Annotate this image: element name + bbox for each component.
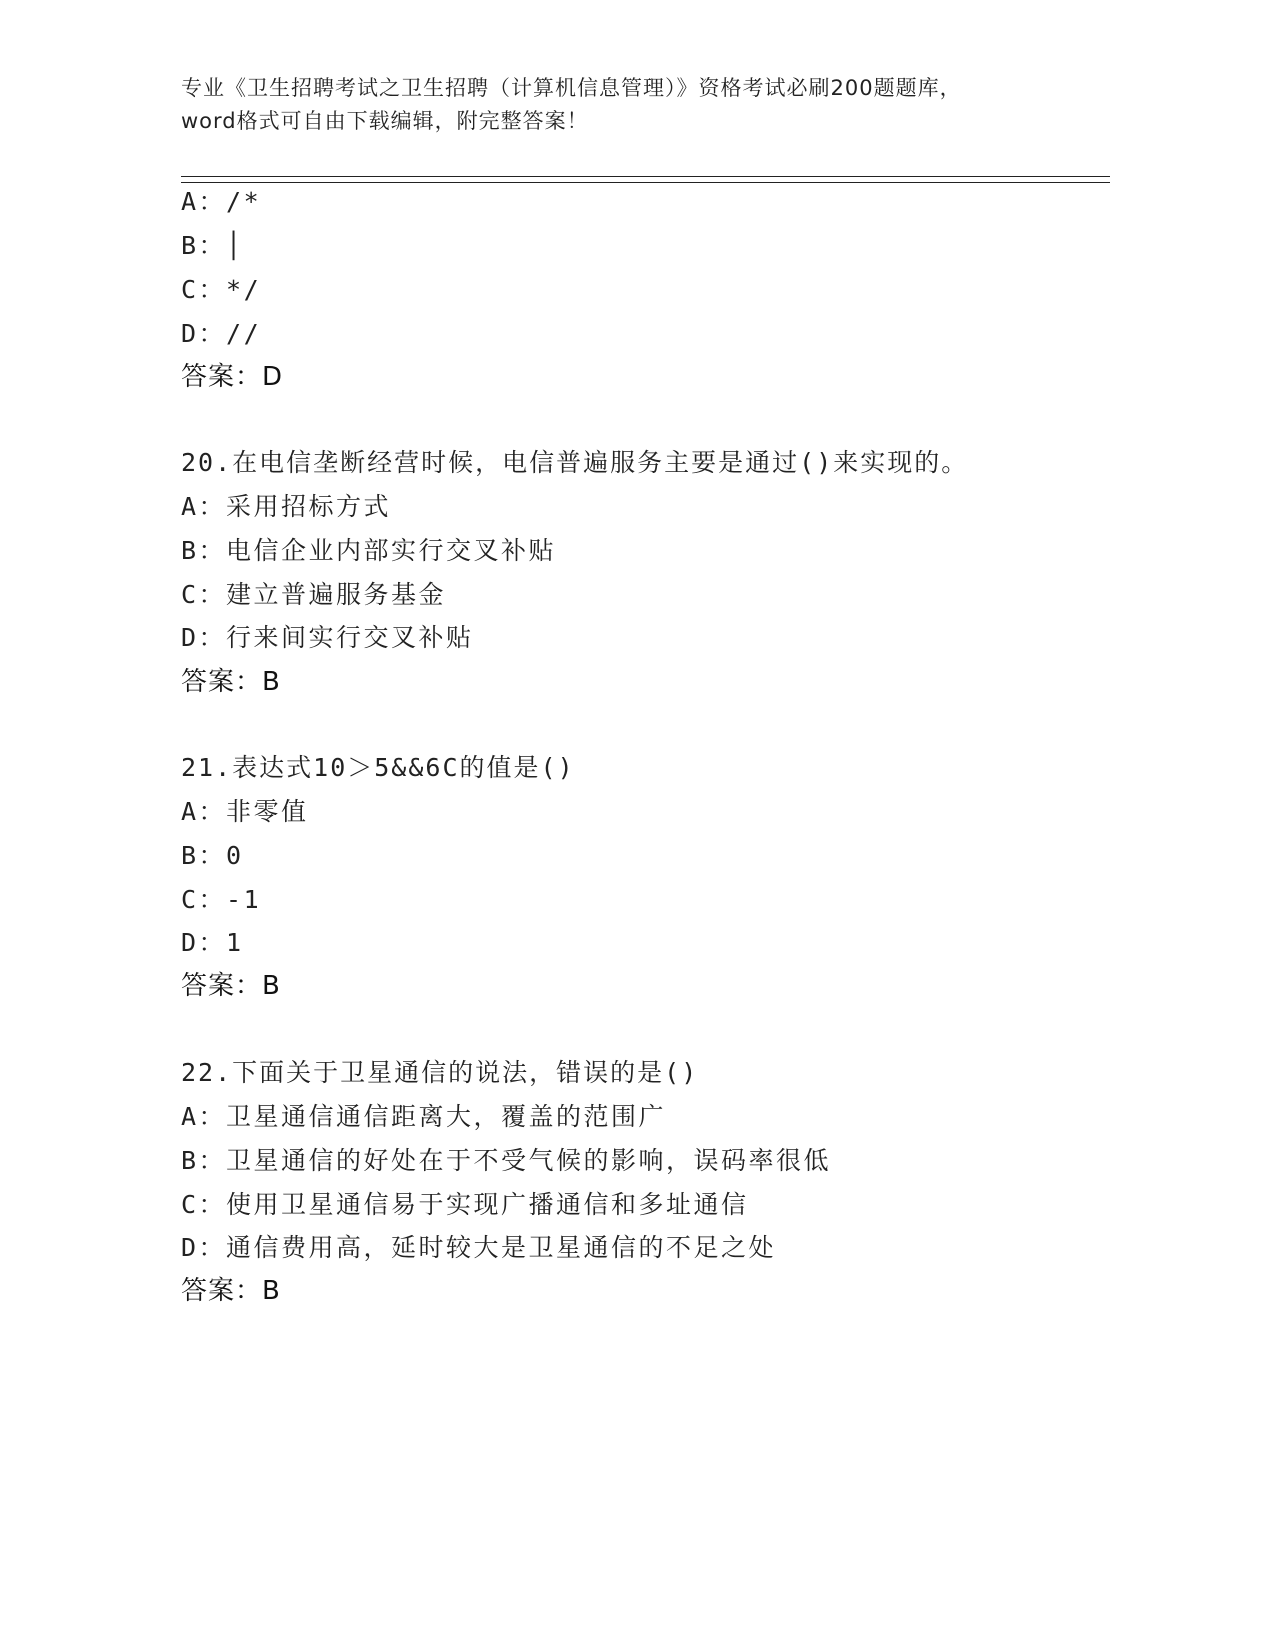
q22-option-b: B：卫星通信的好处在于不受气候的影响，误码率很低	[181, 1146, 832, 1175]
q19-answer: 答案：D	[181, 362, 284, 392]
q19-option-a: A：/*	[181, 187, 262, 216]
page-header	[181, 72, 1081, 138]
q20-option-a: A：采用招标方式	[181, 492, 392, 521]
q20-option-d: D：行来间实行交叉补贴	[181, 623, 474, 652]
q22-option-c: C：使用卫星通信易于实现广播通信和多址通信	[181, 1190, 749, 1219]
q22-option-d: D：通信费用高，延时较大是卫星通信的不足之处	[181, 1233, 777, 1262]
q21-option-d: D：1	[181, 928, 244, 957]
q19-option-d: D：//	[181, 319, 262, 348]
q21-option-c: C：-1	[181, 885, 262, 914]
header-divider	[181, 176, 1110, 183]
q20-stem: 20.在电信垄断经营时候，电信普遍服务主要是通过()来实现的。	[181, 448, 969, 477]
q22-option-a: A：卫星通信通信距离大，覆盖的范围广	[181, 1102, 667, 1131]
q20-answer: 答案：B	[181, 667, 281, 697]
header-line-2: word格式可自由下载编辑，附完整答案！	[181, 109, 589, 133]
q21-option-b: B：0	[181, 841, 244, 870]
q19-option-b: B：│	[181, 231, 244, 260]
q21-answer: 答案：B	[181, 971, 281, 1001]
header-line-1: 专业《卫生招聘考试之卫生招聘（计算机信息管理）》资格考试必刷200题题库，	[181, 76, 962, 100]
q22-answer: 答案：B	[181, 1276, 281, 1306]
q21-option-a: A：非零值	[181, 797, 309, 826]
q19-option-c: C：*/	[181, 275, 262, 304]
q21-stem: 21.表达式10＞5&&6C的值是()	[181, 753, 575, 782]
q20-option-c: C：建立普遍服务基金	[181, 580, 447, 609]
q20-option-b: B：电信企业内部实行交叉补贴	[181, 536, 557, 565]
q22-stem: 22.下面关于卫星通信的说法，错误的是()	[181, 1058, 699, 1087]
